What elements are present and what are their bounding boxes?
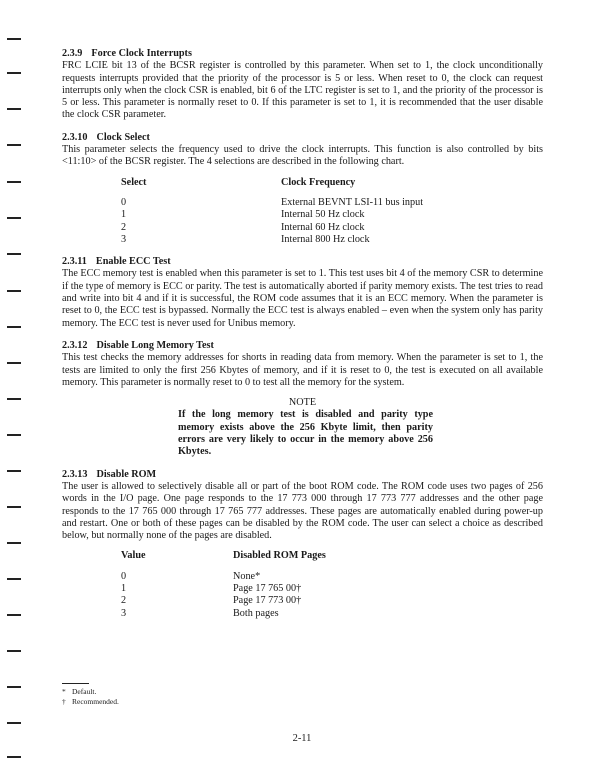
table-row (121, 608, 326, 620)
clock-frequency-table (121, 177, 423, 246)
table-header-row (121, 177, 423, 197)
section-disable-rom (62, 469, 543, 620)
section-body: The user is allowed to selectively disable all or part of the boot ROM code. The ROM code uses two pages of 256 words in the I/O page. One page responds to the 17 773 000 through 17 773 777 addresses and the other page responds to the 17 765 000 through 17 765 777 addresses. These pages are automatically enabled during power-up and restart. One or both of these pages can be disabled by the ROM code. The user can select a choice as described below, but normally none of the pages are disabled. (62, 480, 543, 542)
edge-mark (7, 614, 21, 616)
table-row (121, 209, 423, 221)
footnote-text: Recommended. (72, 697, 119, 706)
table-cell: 3 (121, 233, 127, 245)
table-header-value: Value (121, 550, 146, 562)
table-cell: 2 (121, 221, 127, 233)
edge-mark (7, 217, 21, 219)
footnote-mark: * (62, 687, 66, 696)
section-heading (62, 48, 543, 60)
table-row (121, 583, 326, 595)
document-page (62, 48, 543, 620)
footnote-rule (62, 683, 89, 684)
table-cell: 1 (121, 582, 127, 594)
edge-mark (7, 72, 21, 74)
footnotes (62, 687, 119, 707)
section-body: FRC LCIE bit 13 of the BCSR register is controlled by this parameter. When set to 1, the clock unconditionally requests interrupts provided that the priority of the processor is 5 or less. When reset to 0, the clock can request interrupts only when the clock CSR is enabled, bit 6 of the LTC register is set to 1, and the priority of the processor is 5 or less. This parameter is normally reset to 0. If this parameter is set to 1, it is recommended that the user disable the clock CSR parameter. (62, 60, 543, 121)
table-header-clock-frequency: Clock Frequency (281, 176, 356, 188)
table-row (121, 234, 423, 246)
edge-mark (7, 290, 21, 292)
table-cell: Both pages (233, 607, 279, 619)
table-cell: 1 (121, 209, 127, 221)
edge-mark (7, 326, 21, 328)
table-cell: External BEVNT LSI-11 bus input (281, 196, 424, 208)
edge-mark (7, 108, 21, 110)
section-body: The ECC memory test is enabled when this parameter is set to 1. This test uses bit 4 of the memory CSR to determine if the type of memory is ECC or parity. The test is automatically aborted if parity memory exists. The test tries to read and write into bit 4 and if it is successful, the ROM code assumes that it is an ECC memory. When the parameter is reset to 0, the ECC test is bypassed. Normally the ECC test is always enabled – even when the system only has parity memory. The ECC test is never used for Unibus memory. (62, 268, 543, 329)
edge-mark (7, 650, 21, 652)
note-body: If the long memory test is disabled and parity type memory exists above the 256 Kbyte limit, then parity errors are very likely to occur in the memory above 256 Kbytes. (178, 409, 433, 458)
section-clock-select (62, 132, 543, 246)
footnote-mark: † (62, 697, 66, 706)
section-number: 2.3.9 (62, 48, 83, 59)
page-number: 2-11 (292, 733, 312, 744)
section-enable-ecc-test (62, 256, 543, 330)
table-row (121, 197, 423, 209)
binder-edge-marks (0, 0, 30, 783)
section-number: 2.3.13 (62, 468, 88, 480)
section-title: Clock Select (96, 131, 150, 143)
edge-mark (7, 756, 21, 758)
table-header-disabled-rom-pages: Disabled ROM Pages (233, 550, 326, 562)
table-cell: 0 (121, 196, 127, 208)
section-number: 2.3.11 (62, 256, 87, 268)
section-title: Disable Long Memory Test (96, 339, 214, 351)
table-cell: 3 (121, 607, 127, 619)
table-header-row (121, 550, 326, 570)
section-disable-long-memory-test (62, 340, 543, 459)
edge-mark (7, 470, 21, 472)
table-cell: 0 (121, 570, 127, 582)
edge-mark (7, 253, 21, 255)
footnote-default (62, 687, 119, 697)
table-cell: Internal 60 Hz clock (281, 221, 365, 233)
edge-mark (7, 506, 21, 508)
edge-mark (7, 434, 21, 436)
edge-mark (7, 542, 21, 544)
section-body: This test checks the memory addresses for shorts in reading data from memory. When the parameter is set to 1, the tests are limited to only the first 256 Kbytes of memory, and if it is reset to 0, the test is executed on all available memory. This parameter is normally reset to 0 to test all the memory for the system. (62, 352, 543, 388)
edge-mark (7, 144, 21, 146)
table-cell: Internal 800 Hz clock (281, 233, 370, 245)
section-title: Force Clock Interrupts (91, 48, 192, 59)
section-title: Enable ECC Test (95, 256, 171, 268)
edge-mark (7, 362, 21, 364)
table-cell: None* (233, 570, 261, 582)
section-number: 2.3.12 (62, 339, 88, 351)
edge-mark (7, 38, 21, 40)
table-cell: Internal 50 Hz clock (281, 209, 365, 221)
table-cell: 2 (121, 595, 127, 607)
edge-mark (7, 398, 21, 400)
section-number: 2.3.10 (62, 131, 88, 143)
table-cell: Page 17 765 00† (233, 582, 302, 594)
section-body: This parameter selects the frequency used to drive the clock interrupts. This function is also controlled by bits <11:10> of the BCSR register. The 4 selections are described in the following chart. (62, 144, 543, 168)
section-title: Disable ROM (96, 468, 157, 480)
section-force-clock-interrupts (62, 48, 543, 122)
note-box (62, 397, 543, 458)
table-row (121, 595, 326, 607)
note-title: NOTE (288, 397, 317, 409)
edge-mark (7, 722, 21, 724)
edge-mark (7, 181, 21, 183)
section-heading (62, 132, 543, 144)
disabled-rom-pages-table (121, 550, 326, 619)
section-heading (62, 256, 543, 268)
edge-mark (7, 686, 21, 688)
footnote-text: Default. (72, 687, 97, 696)
table-header-select: Select (121, 176, 147, 188)
section-heading (62, 469, 543, 481)
table-row (121, 222, 423, 234)
section-heading (62, 340, 543, 352)
footnote-recommended (62, 697, 119, 707)
edge-mark (7, 578, 21, 580)
table-row (121, 571, 326, 583)
table-cell: Page 17 773 00† (233, 595, 302, 607)
